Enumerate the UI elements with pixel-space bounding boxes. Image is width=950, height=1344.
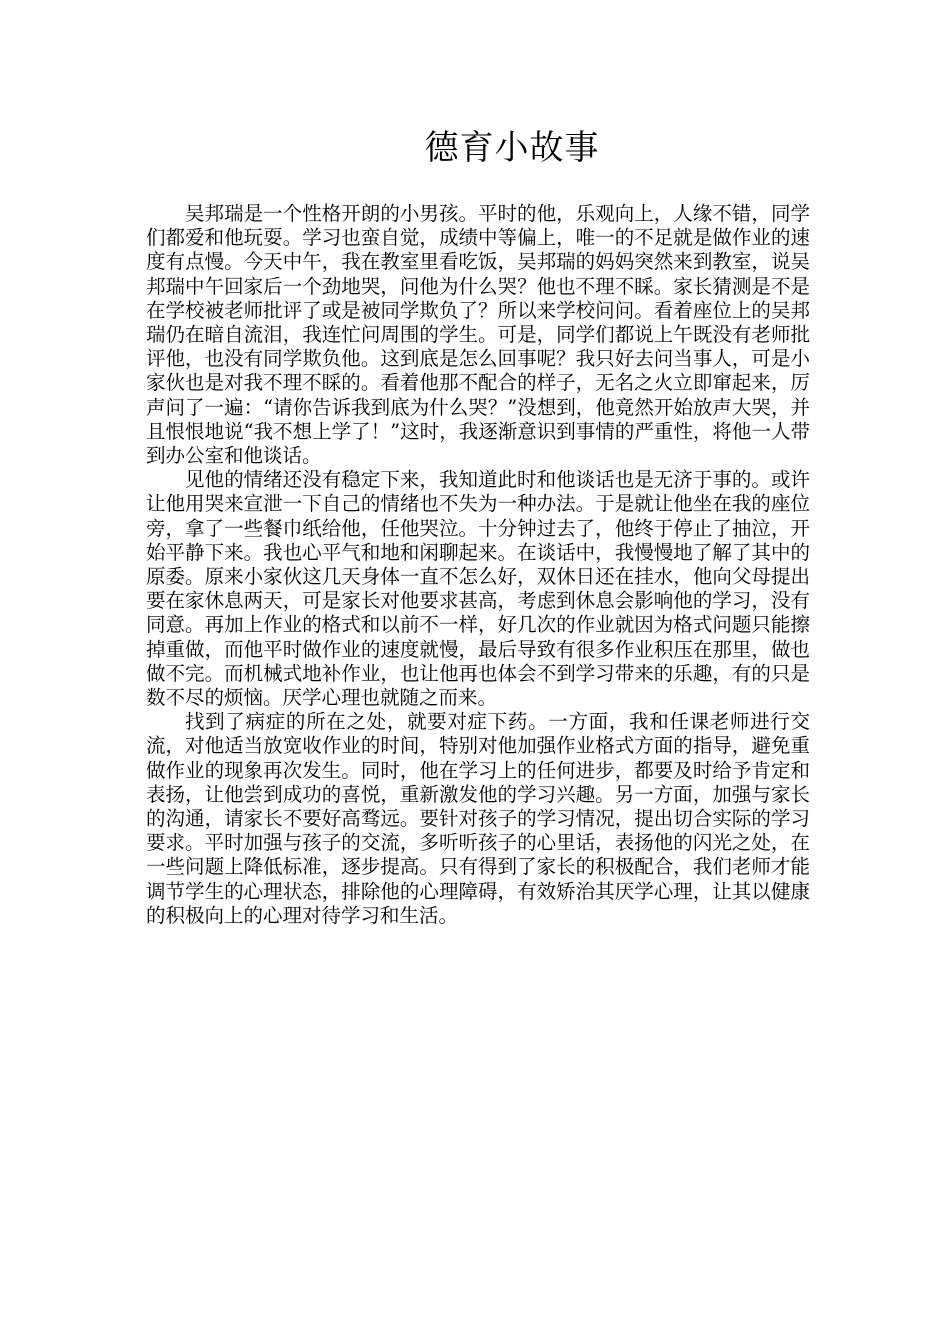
paragraph-2: 见他的情绪还没有稳定下来，我知道此时和他谈话也是无济于事的。或许让他用哭来宣泄一下自己的情绪也不失为一种办法。于是就让他坐在我的座位旁，拿了一些餐巾纸给他，任他哭泣。十分钟过去了，他终于停止了抽泣，开始平静下来。我也心平气和地和闲聊起来。在谈话中，我慢慢地了解了其中的原委。原来小家伙这几天身体一直不怎么好，双休日还在挂水，他向父母提出要在家休息两天，可是家长对他要求甚高，考虑到休息会影响他的学习，没有同意。再加上作业的格式和以前不一样，好几次的作业就因为格式问题只能擦掉重做，而他平时做作业的速度就慢，最后导致有很多作业积压在那里，做也做不完。而机械式地补作业，也让他再也体会不到学习带来的乐趣，有的只是数不尽的烦恼。厌学心理也就随之而来。 [146, 468, 810, 710]
paragraph-1: 吴邦瑞是一个性格开朗的小男孩。平时的他，乐观向上，人缘不错，同学们都爱和他玩耍。学习也蛮自觉，成绩中等偏上，唯一的不足就是做作业的速度有点慢。今天中午，我在教室里看吃饭，吴邦瑞的妈妈突然来到教室，说吴邦瑞中午回家后一个劲地哭，问他为什么哭？他也不理不睬。家长猜测是不是在学校被老师批评了或是被同学欺负了？所以来学校问问。看着座位上的吴邦瑞仍在暗自流泪，我连忙问周围的学生。可是，同学们都说上午既没有老师批评他，也没有同学欺负他。这到底是怎么回事呢？我只好去问当事人，可是小家伙也是对我不理不睬的。看着他那不配合的样子，无名之火立即窜起来，厉声问了一遍：“请你告诉我到底为什么哭？”没想到，他竟然开始放声大哭，并且恨恨地说“我不想上学了！”这时，我逐渐意识到事情的严重性，将他一人带到办公室和他谈话。 [146, 202, 810, 468]
document-title: 德育小故事 [424, 128, 600, 168]
document-body [146, 202, 810, 928]
paragraph-3: 找到了病症的所在之处，就要对症下药。一方面，我和任课老师进行交流，对他适当放宽收作业的时间，特别对他加强作业格式方面的指导，避免重做作业的现象再次发生。同时，他在学习上的任何进步，都要及时给予肯定和表扬，让他尝到成功的喜悦，重新激发他的学习兴趣。另一方面，加强与家长的沟通，请家长不要好高骛远。要针对孩子的学习情况，提出切合实际的学习要求。平时加强与孩子的交流，多听听孩子的心里话，表扬他的闪光之处，在一些问题上降低标准，逐步提高。只有得到了家长的积极配合，我们老师才能调节学生的心理状态，排除他的心理障碍，有效矫治其厌学心理，让其以健康的积极向上的心理对待学习和生活。 [146, 710, 810, 927]
